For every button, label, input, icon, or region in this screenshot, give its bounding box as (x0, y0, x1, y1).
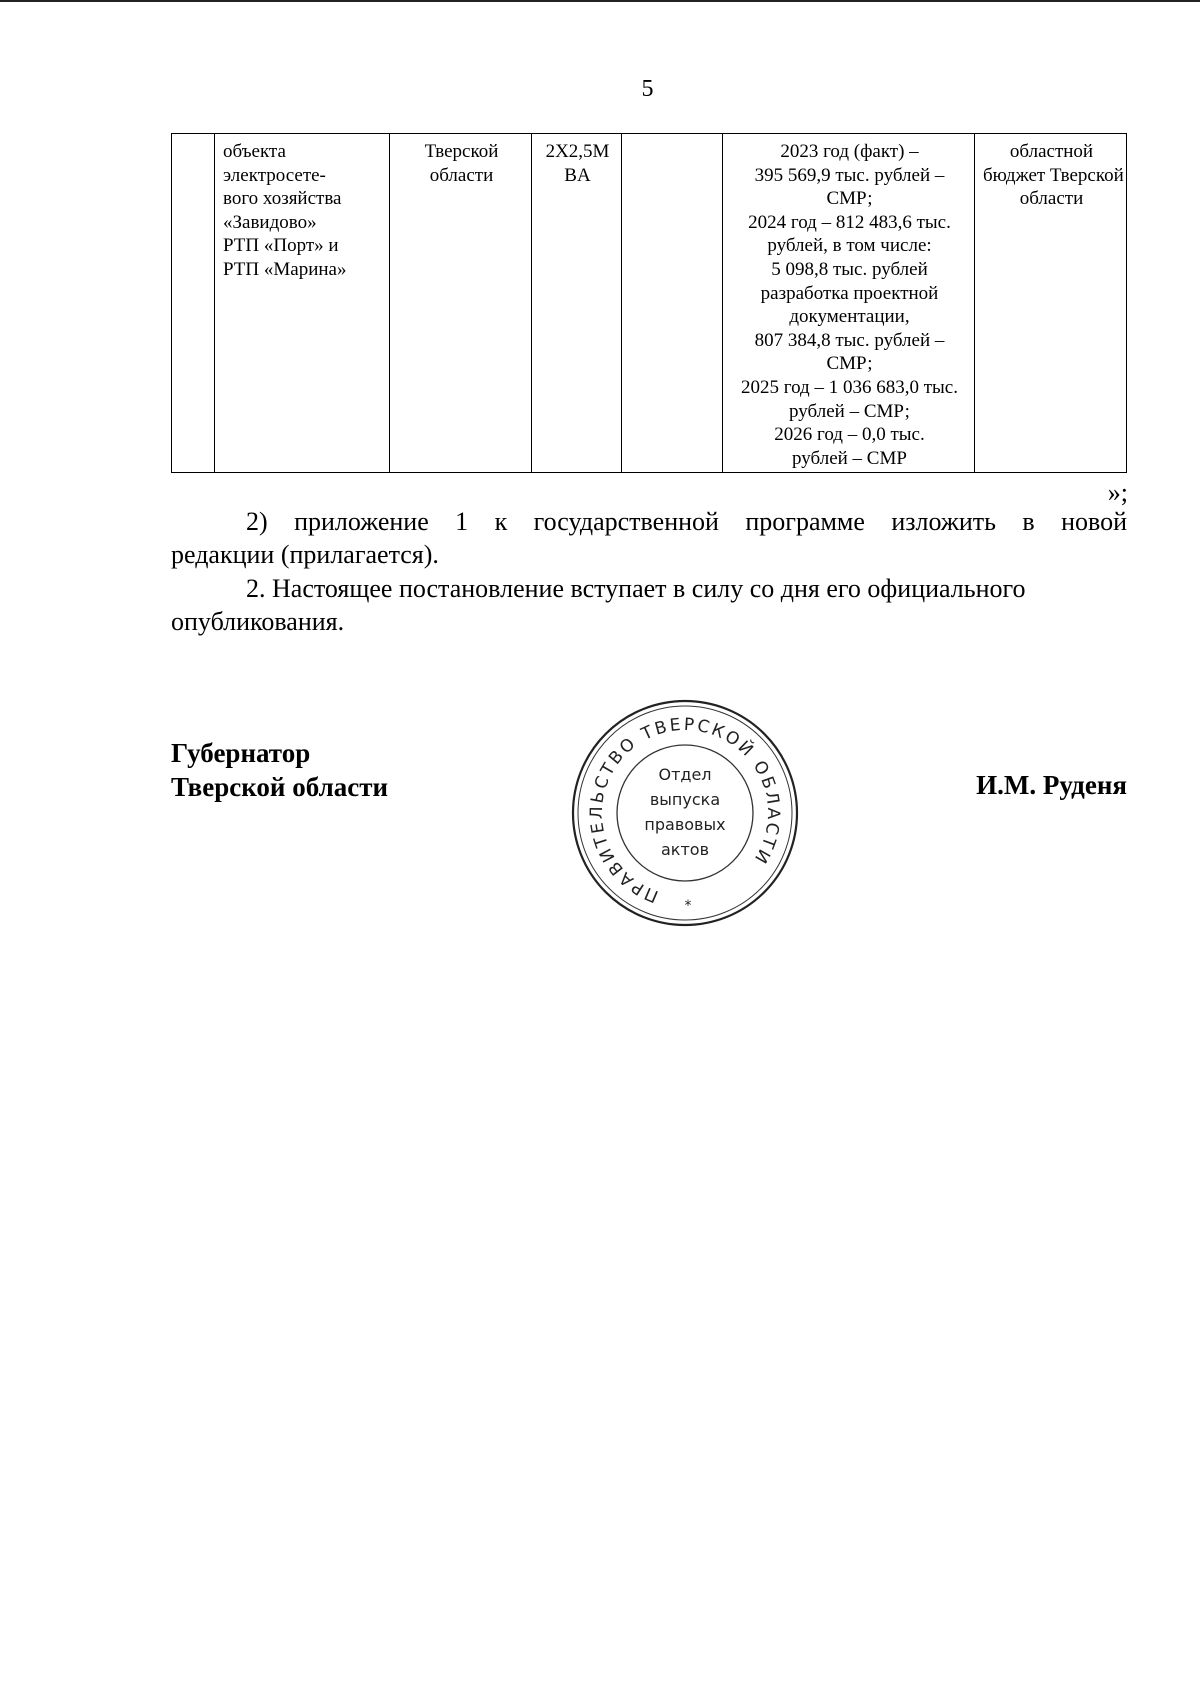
paragraph-line: 2. Настоящее постановление вступает в силу со дня его официального (246, 574, 1026, 603)
stamp-middle-ring (578, 706, 792, 920)
funding-line: 807 384,8 тыс. рублей – (754, 329, 945, 351)
stamp-star: * (684, 898, 692, 914)
object-line: РТП «Марина» (223, 258, 347, 280)
funding-line: 5 098,8 тыс. рублей (771, 258, 928, 280)
page-top-edge (0, 0, 1200, 2)
signatory-title (171, 736, 388, 804)
stamp-ring-text: ПРАВИТЕЛЬСТВО ТВЕРСКОЙ ОБЛАСТИ (586, 714, 784, 907)
funding-line: документации, (789, 306, 910, 328)
object-line: РТП «Порт» и (223, 235, 339, 257)
capacity-line: 2X2,5M (545, 141, 610, 162)
source-line: областной (1009, 141, 1094, 162)
funding-line: рублей – СМР (792, 447, 907, 469)
stamp-center-line: актов (660, 840, 710, 859)
signatory-name: И.М. Руденя (976, 770, 1127, 800)
table-cell-region (390, 134, 532, 473)
object-line: электросете- (223, 164, 326, 186)
paragraph-line: редакции (прилагается). (171, 540, 439, 569)
funding-line: 2025 год – 1 036 683,0 тыс. (741, 376, 958, 398)
paragraph-line: опубликования. (171, 607, 345, 636)
table-cell-source (975, 134, 1127, 473)
paragraph-amendment (171, 505, 1127, 571)
stamp-center-line: правовых (644, 815, 726, 834)
funding-line: 2024 год – 812 483,6 тыс. (748, 211, 951, 233)
page-number: 5 (641, 76, 654, 102)
funding-line: рублей – СМР; (789, 400, 910, 422)
funding-line: рублей, в том числе: (767, 235, 932, 257)
table-cell-number (172, 134, 215, 473)
region-line: Тверской (424, 141, 499, 162)
funding-line: 2026 год – 0,0 тыс. (774, 424, 925, 446)
stamp-center-line: Отдел (658, 765, 712, 784)
object-line: объекта (223, 141, 286, 162)
funding-line: 2023 год (факт) – (780, 141, 919, 162)
funding-line: СМР; (826, 353, 873, 375)
closing-quote: »; (1107, 478, 1128, 507)
object-line: вого хозяйства (223, 188, 342, 210)
paragraph-effective (171, 572, 1127, 638)
table-cell-object (215, 134, 390, 473)
table-row (172, 134, 1127, 473)
capacity-line: BA (564, 164, 591, 186)
funding-line: разработка проектной (760, 282, 939, 304)
object-line: «Завидово» (223, 211, 317, 233)
funding-line: СМР; (826, 188, 873, 210)
stamp-center-line: выпуска (649, 790, 721, 809)
continuation-table (171, 133, 1127, 473)
table-cell-funding (723, 134, 975, 473)
signatory-title-line: Тверской области (171, 772, 389, 802)
table-cell-capacity (532, 134, 622, 473)
official-stamp (570, 698, 800, 928)
source-line: бюджет Тверской (983, 164, 1124, 186)
table-cell-empty (622, 134, 723, 473)
source-line: области (1019, 188, 1084, 210)
paragraph-line: 2) приложение 1 к государственной программе изложить в новой (246, 507, 1127, 536)
region-line: области (429, 164, 494, 186)
funding-line: 395 569,9 тыс. рублей – (754, 164, 945, 186)
signatory-title-line: Губернатор (171, 738, 311, 768)
